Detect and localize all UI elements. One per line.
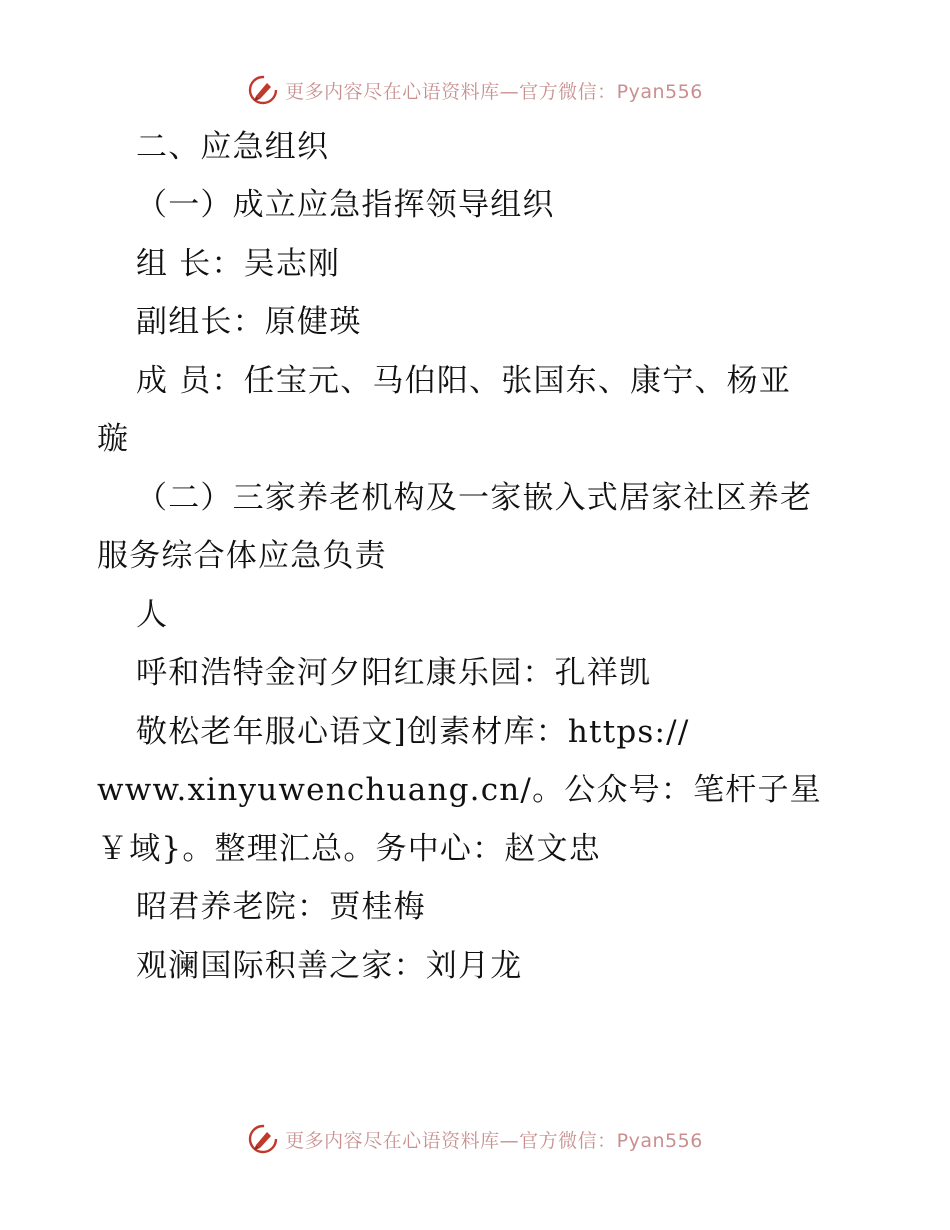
subsection-heading-1: （一）成立应急指挥领导组织 <box>136 187 555 223</box>
members-line: 成 员：任宝元、马伯阳、张国东、康宁、杨亚 <box>136 363 792 399</box>
header-watermark <box>0 70 950 110</box>
footer-watermark <box>0 1119 950 1159</box>
subsection-heading-2: （二）三家养老机构及一家嵌入式居家社区养老 <box>136 480 813 516</box>
members-line-continued: 璇 <box>97 421 130 457</box>
institution-line-3: 昭君养老院：贾桂梅 <box>136 889 426 925</box>
subsection-heading-2-tail: 人 <box>136 597 169 633</box>
pen-logo-icon <box>247 1123 279 1155</box>
institution-line-4: 观澜国际积善之家：刘月龙 <box>136 948 523 984</box>
header-watermark-text: 更多内容尽在心语资料库—官方微信：Pyan556 <box>285 80 703 103</box>
section-heading: 二、应急组织 <box>136 129 330 165</box>
header-watermark-group <box>247 74 703 106</box>
deputy-leader-line: 副组长：原健瑛 <box>136 304 362 340</box>
footer-watermark-group <box>247 1123 703 1155</box>
subsection-heading-2-continued: 服务综合体应急负责 <box>97 538 387 574</box>
institution-line-2-continued: www.xinyuwenchuang.cn/。公众号：笔杆子星 <box>97 772 822 808</box>
pen-logo-icon <box>247 74 279 106</box>
institution-line-1: 呼和浩特金河夕阳红康乐园：孔祥凯 <box>136 655 652 691</box>
institution-line-2-tail: ￥域}。整理汇总。务中心：赵文忠 <box>97 831 601 867</box>
institution-line-2: 敬松老年服心语文]创素材库：https:// <box>136 714 690 750</box>
leader-line: 组 长：吴志刚 <box>136 246 341 282</box>
footer-watermark-text: 更多内容尽在心语资料库—官方微信：Pyan556 <box>285 1129 703 1152</box>
